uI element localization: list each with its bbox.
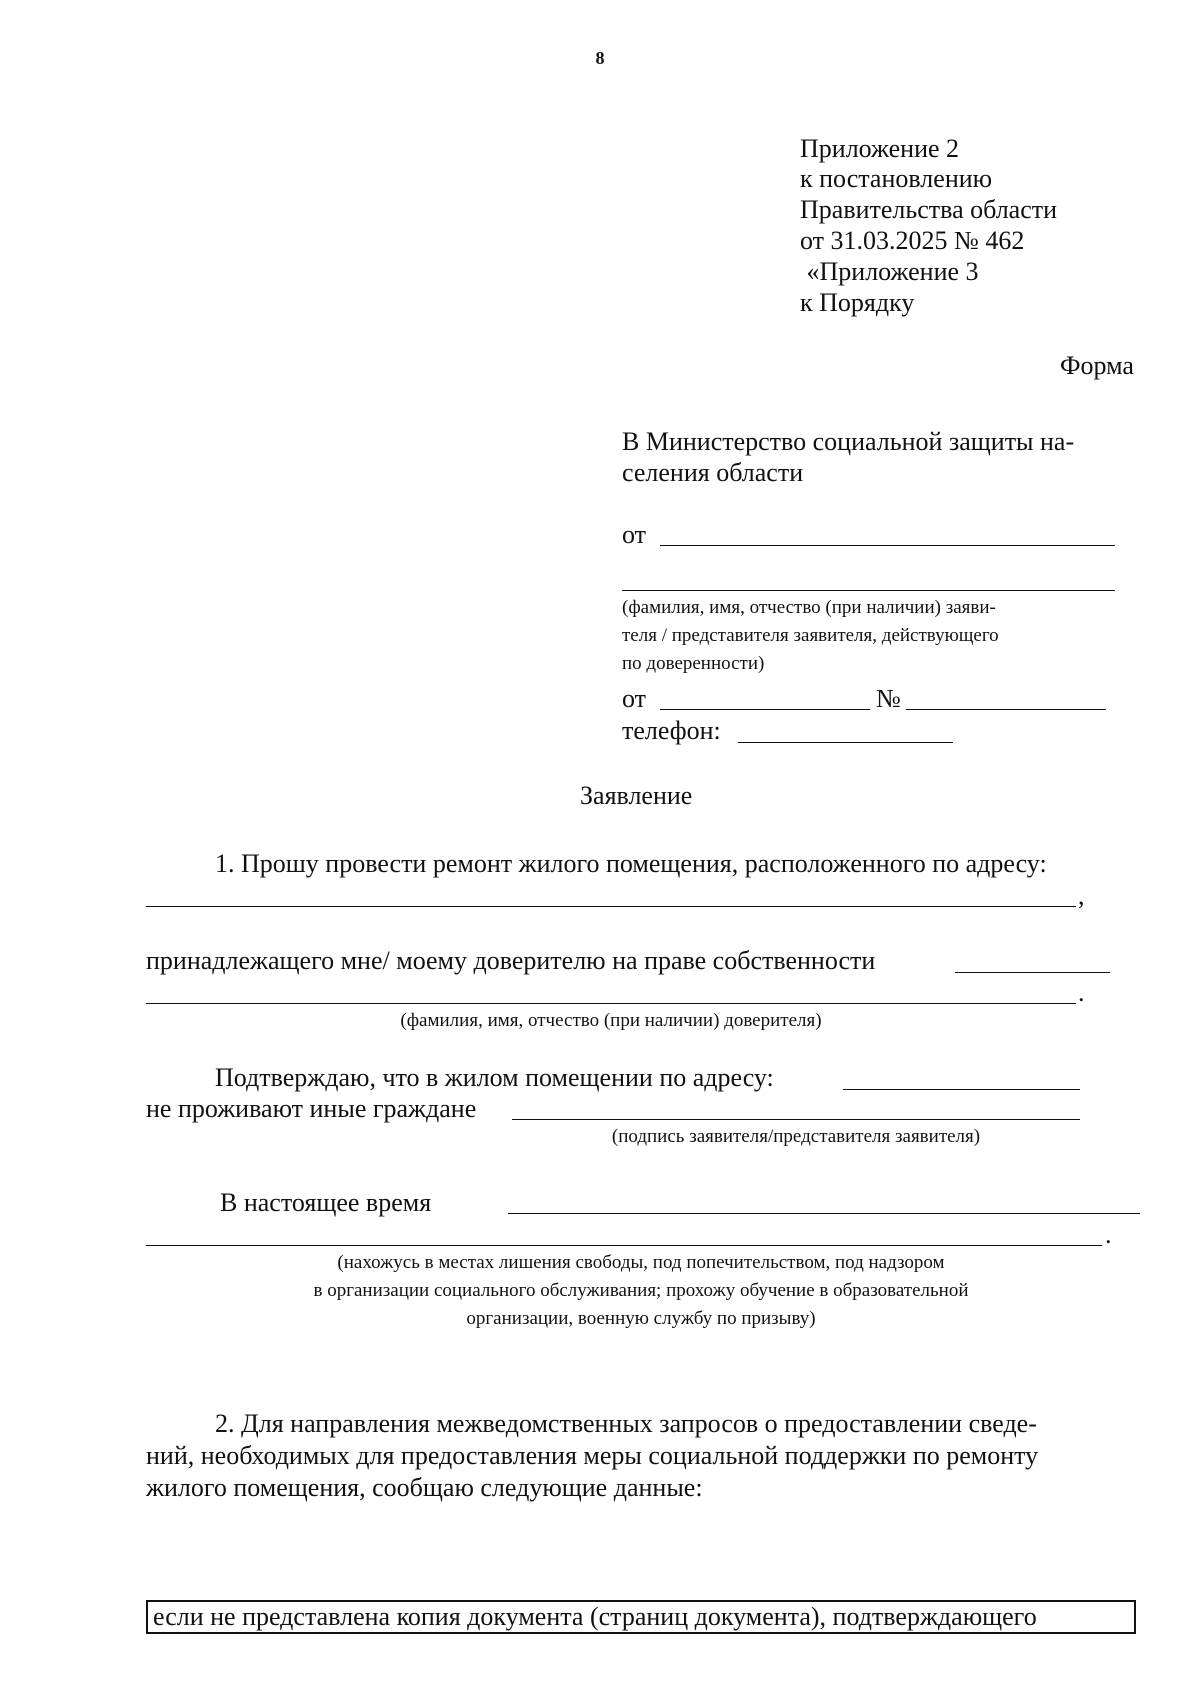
address-comma: ,: [1078, 881, 1085, 910]
statement-title: Заявление: [580, 781, 693, 810]
status-hint-line-1: (нахожусь в местах лишения свободы, под попечительством, под надзором: [337, 1252, 945, 1273]
confirm-text: Подтверждаю, что в жилом помещении по адресу:: [215, 1063, 774, 1092]
appendix-line-3: Правительства области: [800, 195, 1058, 224]
applicant-name-field[interactable]: [660, 545, 1115, 546]
section-2-line-3: жилого помещения, сообщаю следующие данные:: [146, 1473, 703, 1502]
addressee-line-2: селения области: [622, 458, 804, 487]
ownership-field[interactable]: [955, 972, 1110, 973]
applicant-name-field-2[interactable]: [622, 590, 1115, 591]
from-label: от: [622, 520, 647, 549]
current-status-field[interactable]: [508, 1213, 1140, 1214]
data-table-first-row: [146, 1600, 1136, 1634]
phone-label: телефон:: [622, 716, 721, 745]
signature-hint: (подпись заявителя/представителя заявителя): [611, 1126, 981, 1147]
proxy-date-label: от: [622, 684, 647, 713]
section-2-line-2: ний, необходимых для предоставления меры социальной поддержки по ремонту: [146, 1441, 1039, 1470]
applicant-hint-line-3: по доверенности): [622, 653, 765, 674]
no-residents-text: не проживают иные граждане: [146, 1094, 477, 1123]
ownership-text: принадлежащего мне/ моему доверителю на праве собственности: [146, 946, 876, 975]
addressee-line-1: В Министерство социальной защиты на-: [622, 427, 1075, 456]
signature-field[interactable]: [512, 1119, 1080, 1120]
current-status-field-2[interactable]: [146, 1245, 1102, 1246]
appendix-line-1: Приложение 2: [800, 134, 960, 163]
status-period: .: [1105, 1220, 1112, 1249]
proxy-number-field[interactable]: [906, 709, 1106, 710]
section-2-line-1: 2. Для направления межведомственных запросов о предоставлении сведе-: [215, 1409, 1037, 1438]
request-text: 1. Прошу провести ремонт жилого помещения, расположенного по адресу:: [215, 849, 1047, 878]
currently-text: В настоящее время: [220, 1188, 432, 1217]
confirm-address-field[interactable]: [843, 1089, 1080, 1090]
appendix-line-2: к постановлению: [800, 164, 993, 193]
applicant-hint-line-1: (фамилия, имя, отчество (при наличии) заяви-: [622, 597, 996, 618]
page-number: 8: [595, 48, 605, 68]
principal-hint: (фамилия, имя, отчество (при наличии) доверителя): [400, 1010, 822, 1031]
phone-field[interactable]: [738, 742, 953, 743]
applicant-hint-line-2: теля / представителя заявителя, действующего: [622, 625, 999, 646]
status-hint-line-2: в организации социального обслуживания; прохожу обучение в образовательной: [313, 1280, 969, 1301]
appendix-line-4: от 31.03.2025 № 462: [800, 226, 1025, 255]
appendix-line-6: к Порядку: [800, 288, 915, 317]
appendix-line-5: «Приложение 3: [800, 257, 979, 286]
form-label: Форма: [1060, 351, 1134, 380]
table-row-text: если не представлена копия документа (страниц документа), подтверждающего: [153, 1602, 1037, 1631]
ownership-period: .: [1078, 978, 1085, 1007]
property-address-field[interactable]: [146, 906, 1076, 907]
proxy-date-field[interactable]: [660, 709, 870, 710]
principal-name-field[interactable]: [146, 1003, 1076, 1004]
status-hint-line-3: организации, военную службу по призыву): [466, 1308, 816, 1329]
proxy-number-label: №: [876, 684, 901, 713]
